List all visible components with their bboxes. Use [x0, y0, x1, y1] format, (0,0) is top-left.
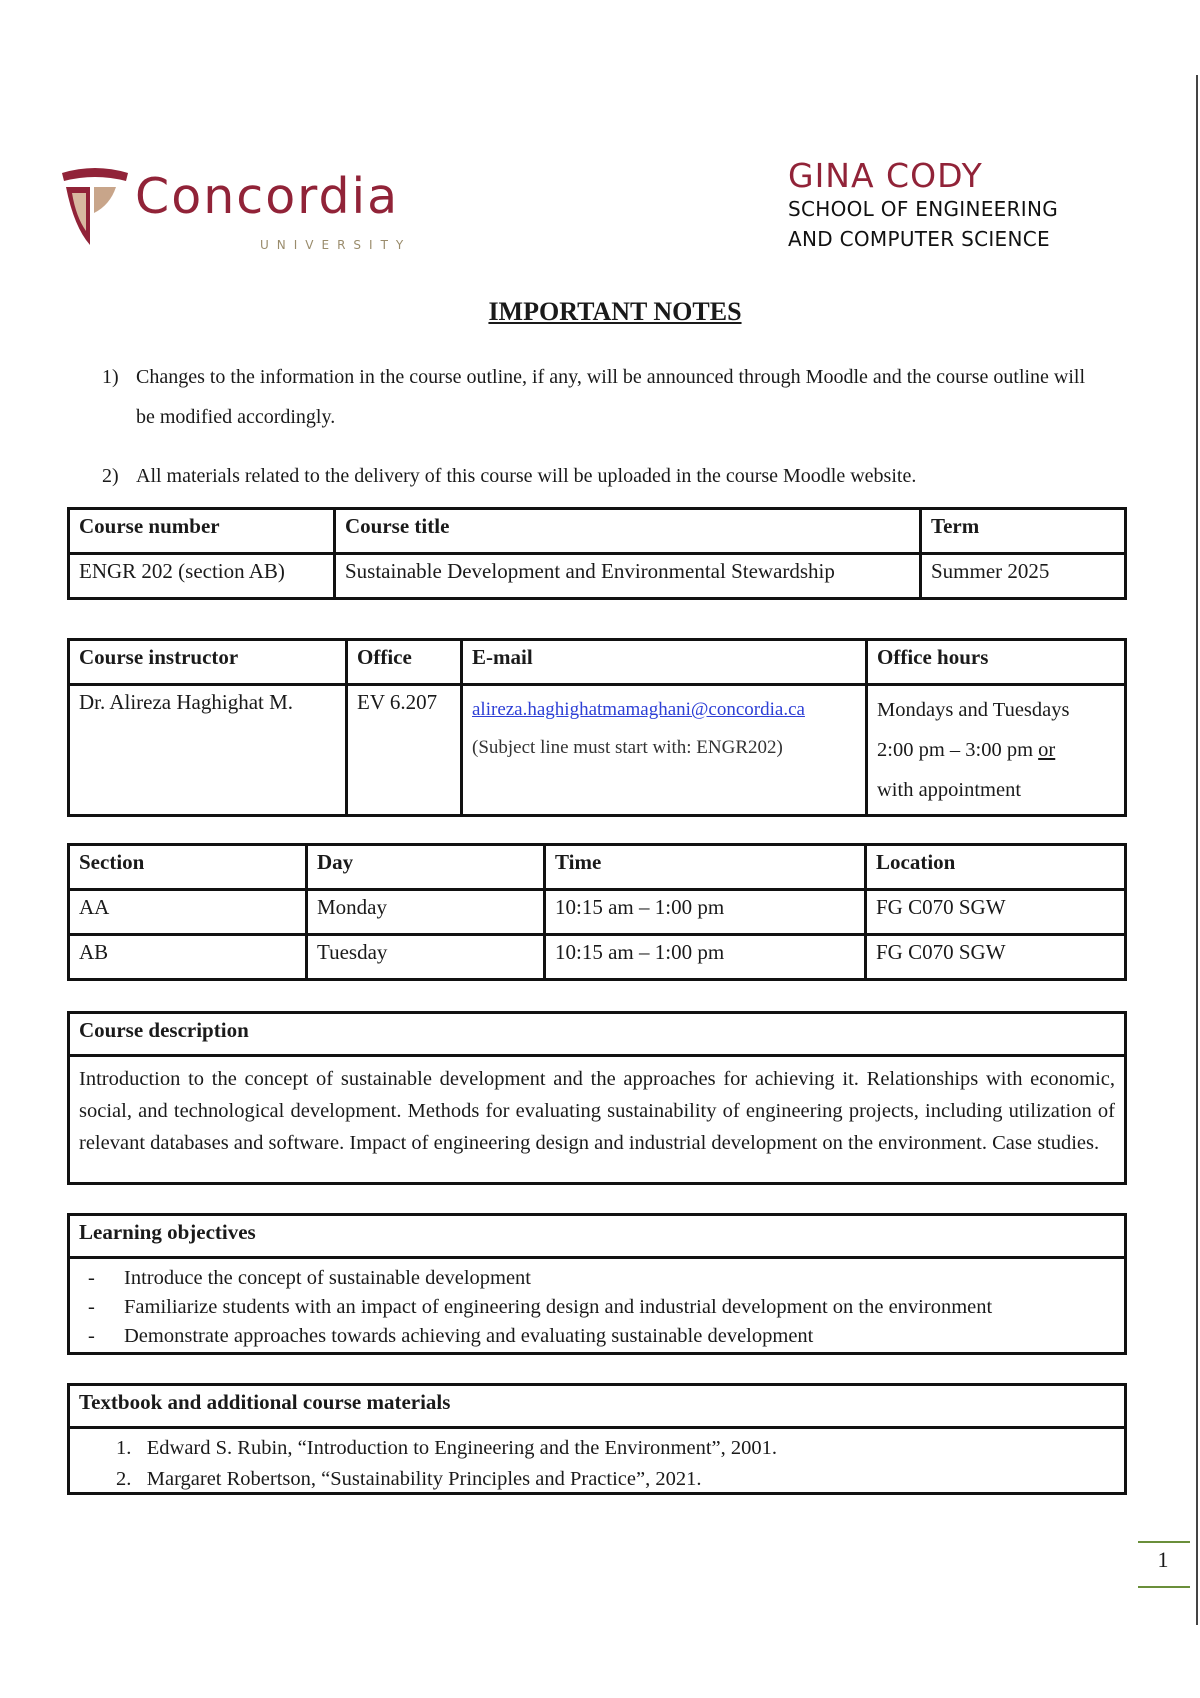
- bullet-dash: -: [88, 1296, 95, 1318]
- note-item: [102, 357, 1102, 437]
- note-text: All materials related to the delivery of this course will be uploaded in the course Moodle website.: [136, 465, 917, 487]
- course-term: Summer 2025: [921, 554, 1126, 599]
- objective-text: Introduce the concept of sustainable development: [124, 1267, 532, 1289]
- course-title-header: Course title: [335, 509, 921, 554]
- instructor-header: Course instructor: [69, 640, 347, 685]
- bullet-dash: -: [88, 1325, 95, 1347]
- time-cell: 10:15 am – 1:00 pm: [545, 935, 866, 980]
- instructor-table: [67, 638, 1127, 817]
- sections-table: [67, 843, 1127, 981]
- course-description-text: Introduction to the concept of sustainable development and the approaches for achieving it. Relationships with economic, social, and technological development. Methods for evaluating sustainability of engineering projects, including utilization of relevant databases and software. Impact of engineering design and industrial development on the environment. Case studies.: [79, 1068, 1115, 1154]
- office-hours-days: Mondays and Tuesdays: [877, 699, 1070, 721]
- section-cell: AA: [69, 890, 307, 935]
- note-text: Changes to the information in the course outline, if any, will be announced through Moodle and the course outline will be modified accordingly.: [136, 366, 1086, 428]
- table-row: [69, 890, 1126, 935]
- school-name-line2: SCHOOL OF ENGINEERING: [788, 197, 1059, 221]
- day-cell: Monday: [307, 890, 545, 935]
- section-cell: AB: [69, 935, 307, 980]
- location-cell: FG C070 SGW: [866, 935, 1126, 980]
- note-number: 2): [102, 465, 119, 487]
- email-subject-note: (Subject line must start with: ENGR202): [472, 737, 783, 758]
- time-cell: 10:15 am – 1:00 pm: [545, 890, 866, 935]
- office-hours-time: 2:00 pm – 3:00 pm: [877, 739, 1034, 761]
- page-number: 1: [1157, 1547, 1169, 1572]
- school-name-line1: GINA CODY: [788, 156, 983, 195]
- concordia-logo: [60, 165, 460, 260]
- textbook-title: Textbook and additional course materials: [70, 1386, 1124, 1429]
- course-title: Sustainable Development and Environmental Stewardship: [335, 554, 921, 599]
- location-cell: FG C070 SGW: [866, 890, 1126, 935]
- office-hours-appointment: with appointment: [877, 779, 1022, 801]
- office-header: Office: [347, 640, 462, 685]
- textbook-box: [67, 1383, 1127, 1495]
- objective-text: Familiarize students with an impact of engineering design and industrial development on the environment: [124, 1296, 993, 1318]
- list-item: 1. Edward S. Rubin, “Introduction to Engineering and the Environment”, 2001.: [116, 1437, 777, 1459]
- list-item: [70, 1293, 1124, 1322]
- learning-objectives-box: [67, 1213, 1127, 1355]
- location-header: Location: [866, 845, 1126, 890]
- school-name: [788, 158, 1058, 254]
- term-header: Term: [921, 509, 1126, 554]
- course-table: [67, 507, 1127, 600]
- list-item: [70, 1264, 1124, 1293]
- day-cell: Tuesday: [307, 935, 545, 980]
- page-number-rule-bottom: [1138, 1586, 1190, 1588]
- course-description-box: [67, 1011, 1127, 1185]
- instructor-name: Dr. Alireza Haghighat M.: [69, 685, 347, 816]
- school-name-line3: AND COMPUTER SCIENCE: [788, 227, 1050, 251]
- instructor-office: EV 6.207: [347, 685, 462, 816]
- note-item: [102, 456, 1102, 496]
- course-description-title: Course description: [70, 1014, 1124, 1057]
- office-hours-or: or: [1038, 739, 1056, 761]
- important-notes-title: IMPORTANT NOTES: [488, 297, 742, 326]
- course-number-header: Course number: [69, 509, 335, 554]
- list-item: [70, 1322, 1124, 1351]
- objective-text: Demonstrate approaches towards achieving and evaluating sustainable development: [124, 1325, 814, 1347]
- course-number: ENGR 202 (section AB): [69, 554, 335, 599]
- learning-objectives-title: Learning objectives: [70, 1216, 1124, 1259]
- bullet-dash: -: [88, 1267, 95, 1289]
- concordia-shield-icon: [60, 165, 130, 260]
- time-header: Time: [545, 845, 866, 890]
- section-header: Section: [69, 845, 307, 890]
- note-number: 1): [102, 366, 119, 388]
- day-header: Day: [307, 845, 545, 890]
- page-number-rule-top: [1138, 1541, 1190, 1543]
- instructor-email-link[interactable]: alireza.haghighatmamaghani@concordia.ca: [472, 699, 805, 720]
- logo-subtitle: UNIVERSITY: [260, 238, 412, 252]
- table-row: [69, 935, 1126, 980]
- office-hours-header: Office hours: [867, 640, 1126, 685]
- list-item: 2. Margaret Robertson, “Sustainability Principles and Practice”, 2021.: [116, 1468, 702, 1490]
- email-header: E-mail: [462, 640, 867, 685]
- logo-wordmark: Concordia: [135, 168, 400, 225]
